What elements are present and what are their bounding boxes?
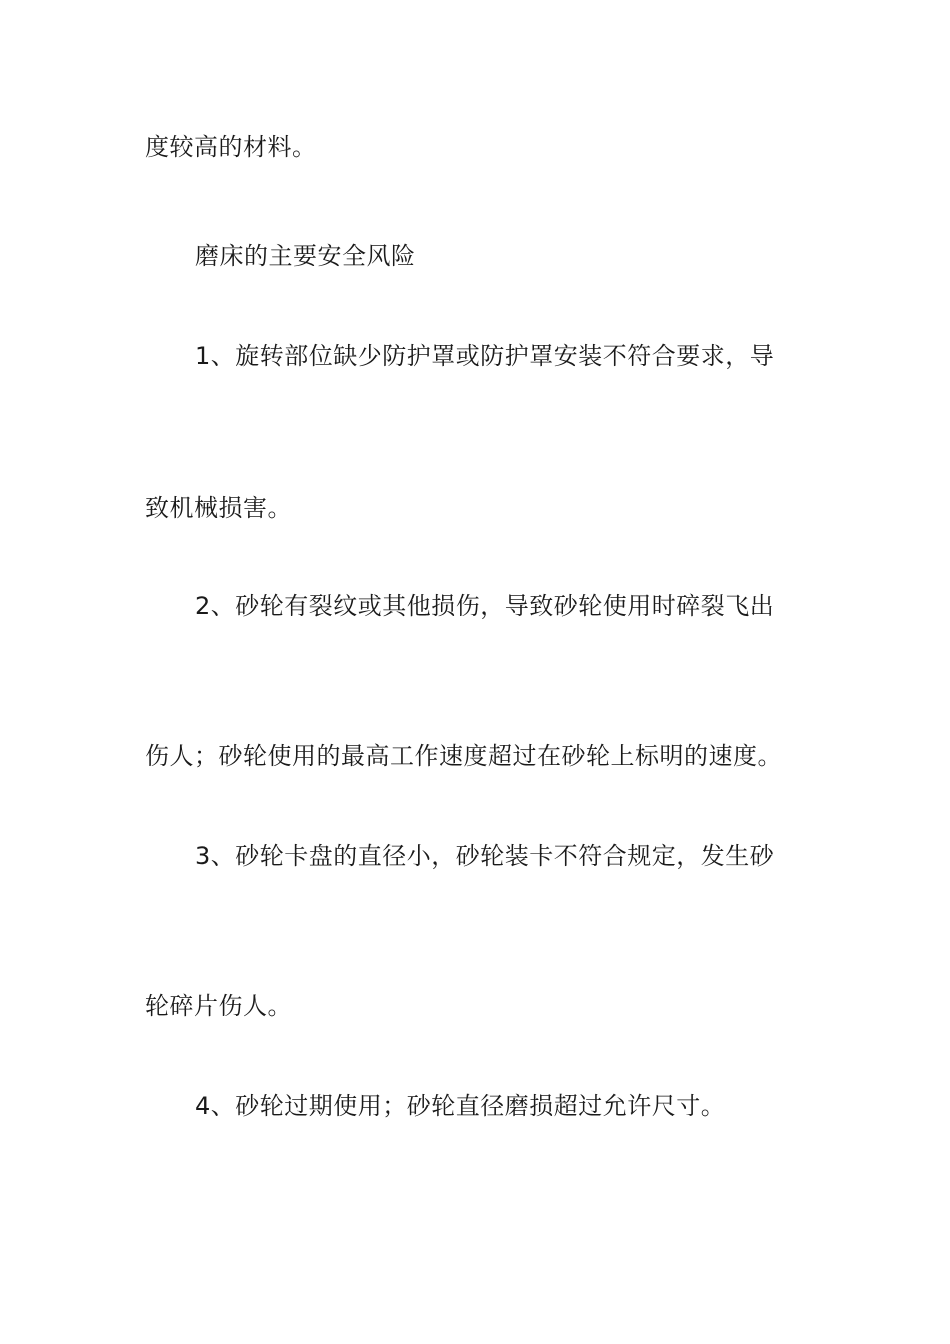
list-item-1-line-2: 致机械损害。 [145,494,292,522]
list-item-2-line-1: 2、砂轮有裂纹或其他损伤，导致砂轮使用时碎裂飞出 [195,592,775,620]
list-item-2-line-2: 伤人；砂轮使用的最高工作速度超过在砂轮上标明的速度。 [145,742,782,770]
text-line-continuation: 度较高的材料。 [145,133,317,161]
section-heading: 磨床的主要安全风险 [195,242,416,270]
list-item-1-line-1: 1、旋转部位缺少防护罩或防护罩安装不符合要求，导 [195,342,775,370]
list-item-3-line-2: 轮碎片伤人。 [145,992,292,1020]
list-item-4-line-1: 4、砂轮过期使用；砂轮直径磨损超过允许尺寸。 [195,1092,726,1120]
list-item-3-line-1: 3、砂轮卡盘的直径小，砂轮装卡不符合规定，发生砂 [195,842,775,870]
